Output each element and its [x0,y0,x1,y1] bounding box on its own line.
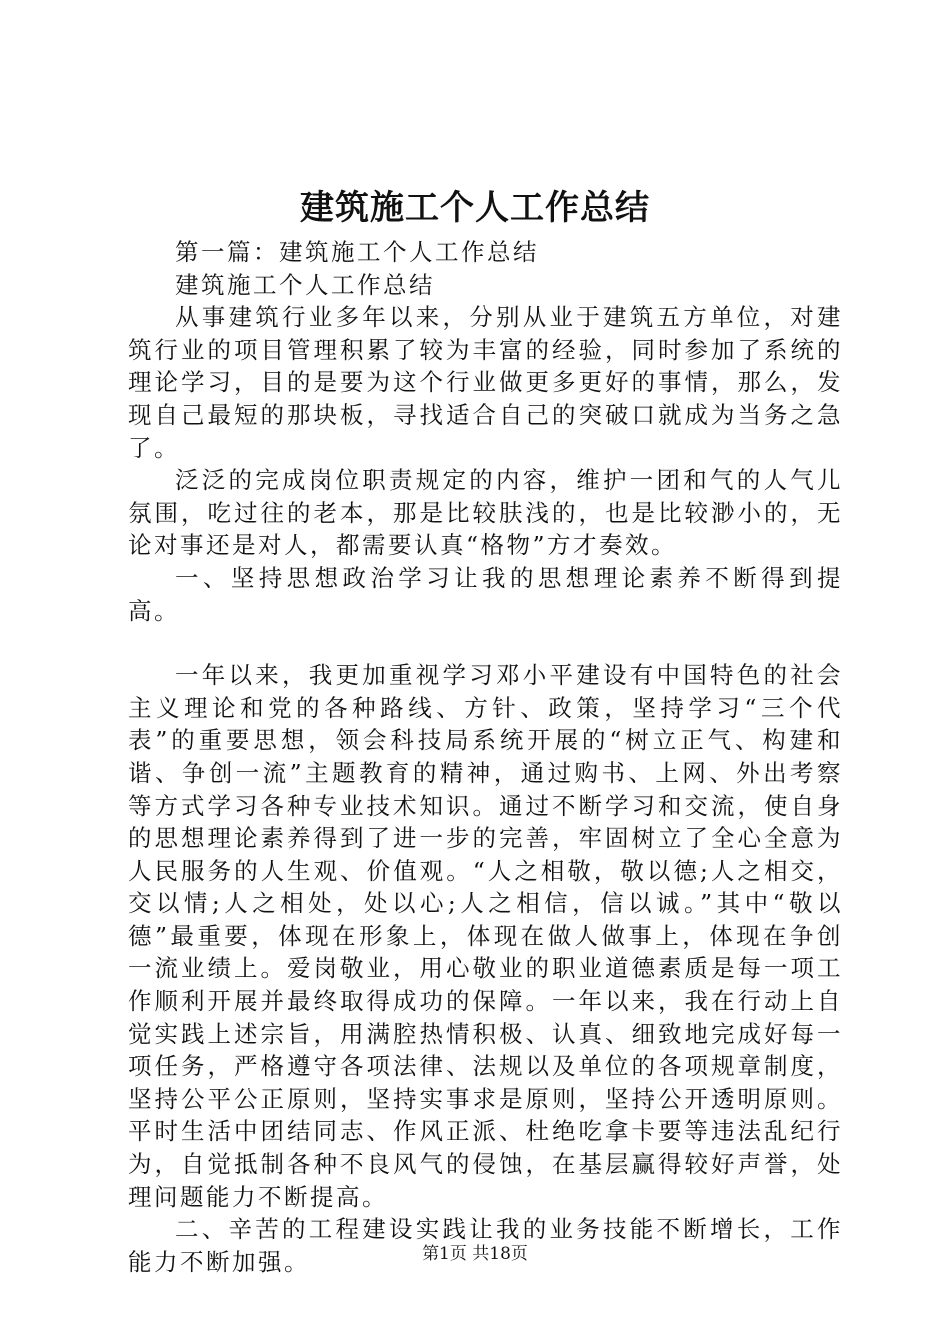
section-heading: 第一篇：建筑施工个人工作总结 [175,238,539,266]
document-body [128,236,843,1278]
point-heading: 二、辛苦的工程建设实践让我的业务技能不断增长，工作能力不断加强。 [128,1215,843,1276]
paragraph: 从事建筑行业多年以来，分别从业于建筑五方单位，对建筑行业的项目管理积累了较为丰富的经验，同时参加了系统的理论学习，目的是要为这个行业做更多更好的事情，那么，发现自己最短的那块板，寻找适合自己的突破口就成为当务之急了。 [128,303,843,462]
subtitle: 建筑施工个人工作总结 [175,270,435,299]
point-heading: 一、坚持思想政治学习让我的思想理论素养不断得到提高。 [128,563,843,625]
document-title: 建筑施工个人工作总结 [300,188,650,228]
page-footer: 第1页 共18页 [422,1244,528,1264]
paragraph: 泛泛的完成岗位职责规定的内容，维护一团和气的人气儿氛围，吃过往的老本，那是比较肤浅的，也是比较渺小的，无论对事还是对人，都需要认真“格物”方才奏效。 [128,466,843,560]
paragraph: 一年以来，我更加重视学习邓小平建设有中国特色的社会主义理论和党的各种路线、方针、政策，坚持学习“三个代表”的重要思想，领会科技局系统开展的“树立正气、构建和谐、争创一流”主题教育的精神，通过购书、上网、外出考察等方式学习各种专业技术知识。通过不断学习和交流，使自身的思想理论素养得到了进一步的完善，牢固树立了全心全意为人民服务的人生观、价值观。“人之相敬，敬以德;人之相交，交以情;人之相处，处以心;人之相信，信以诚。”其中“敬以德”最重要，体现在形象上，体现在做人做事上，体现在争创一流业绩上。爱岗敬业，用心敬业的职业道德素质是每一项工作顺利开展并最终取得成功的保障。一年以来，我在行动上自觉实践上述宗旨，用满腔热情积极、认真、细致地完成好每一项任务，严格遵守各项法律、法规以及单位的各项规章制度，坚持公平公正原则，坚持实事求是原则，坚持公开透明原则。平时生活中团结同志、作风正派、杜绝吃拿卡要等违法乱纪行为，自觉抵制各种不良风气的侵蚀，在基层赢得较好声誉，处理问题能力不断提高。 [128,661,843,1211]
